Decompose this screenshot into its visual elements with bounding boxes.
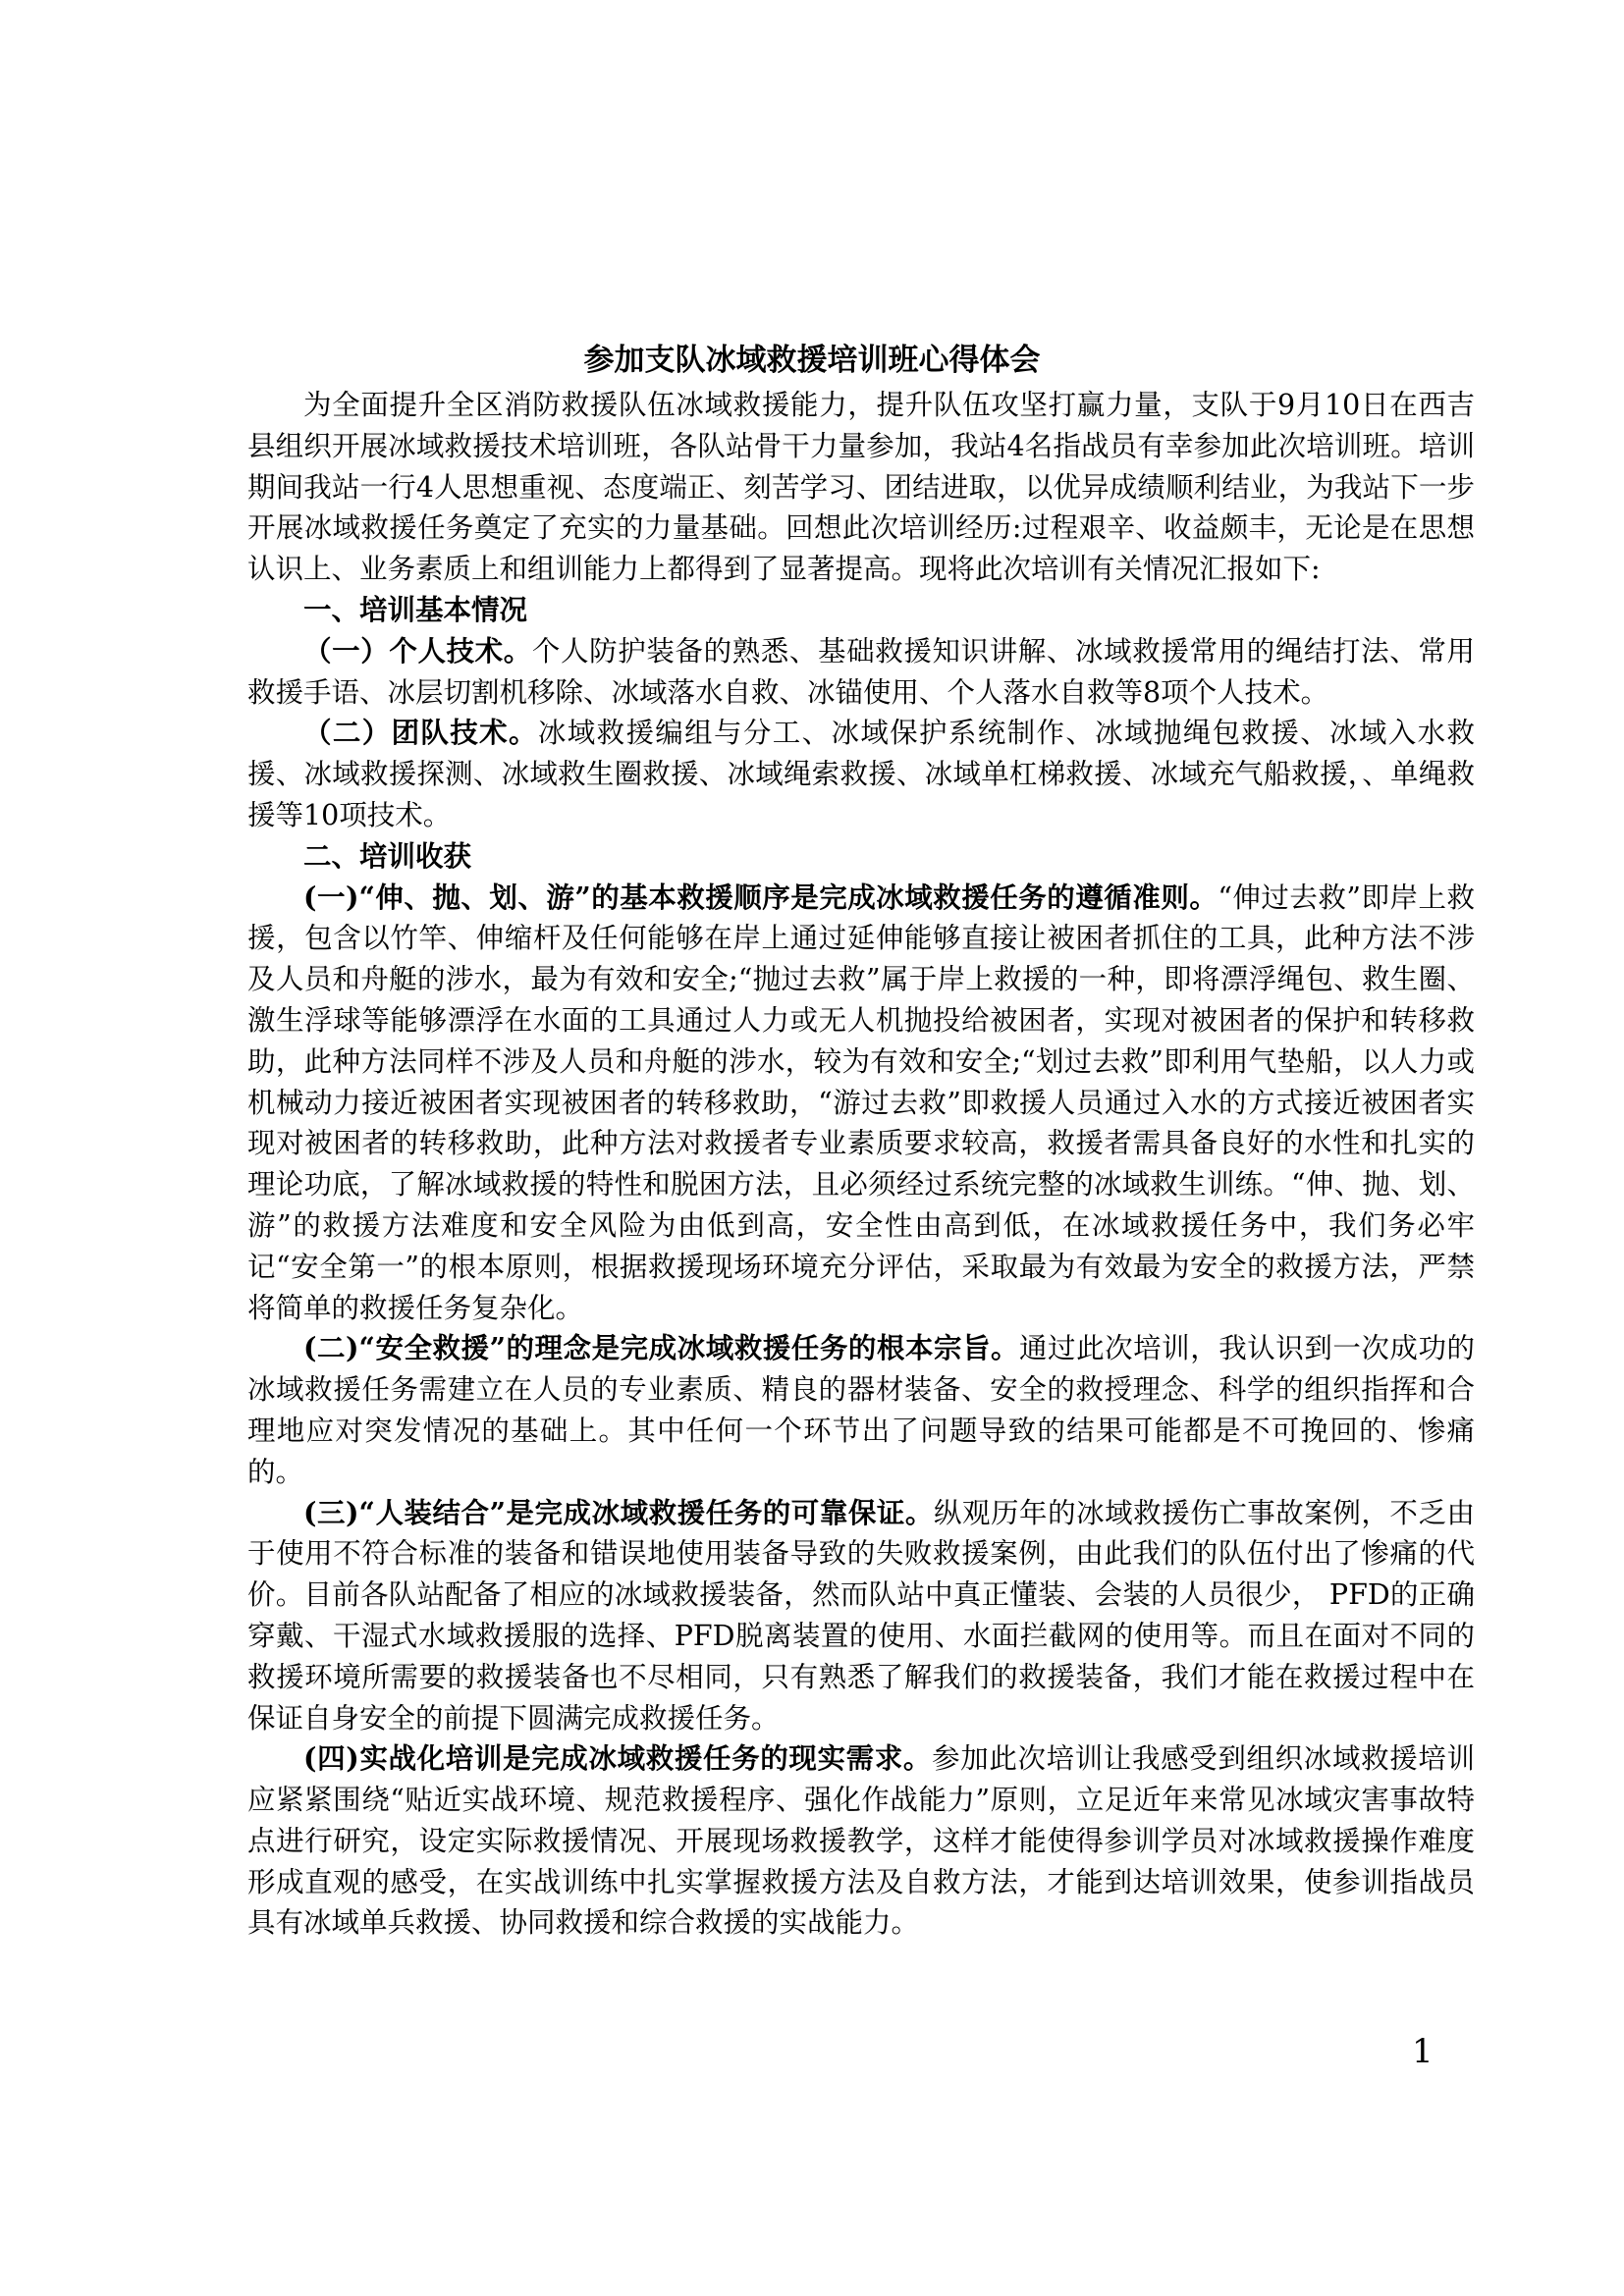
- paragraph-text: 参加此次培训让我感受到组织冰域救援培训应紧紧围绕“贴近实战环境、规范救援程序、强化作战能力”原则，立足近年来常见冰域灾害事故特点进行研究，设定实际救援情况、开展现场救援教学，这样才能使得参训学员对冰域救援操作难度形成直观的感受，在实战训练中扎实掌握救援方法及自救方法，才能到达培训效果，使参训指战员具有冰域单兵救援、协同救援和综合救援的实战能力。: [247, 1742, 1475, 1940]
- paragraph-lead: (一)“伸、抛、划、游”的基本救援顺序是完成冰域救援任务的遵循准则。: [303, 880, 1218, 914]
- section-heading-2: [247, 836, 1475, 878]
- paragraph-lead: （二）团队技术。: [303, 716, 538, 750]
- paragraph-text: 为全面提升全区消防救援队伍冰域救援能力，提升队伍攻坚打赢力量，支队于9月10日在西吉县组织开展冰域救援技术培训班，各队站骨干力量参加，我站4名指战员有幸参加此次培训班。培训期间我站一行4人思想重视、态度端正、刻苦学习、团结进取，以优异成绩顺利结业，为我站下一步开展冰域救援任务奠定了充实的力量基础。回想此次培训经历:过程艰辛、收益颇丰，无论是在思想认识上、业务素质上和组训能力上都得到了显著提高。现将此次培训有关情况汇报如下:: [247, 389, 1475, 586]
- paragraph-text: 通过此次培训，我认识到一次成功的冰域救援任务需建立在人员的专业素质、精良的器材装备、安全的救授理念、科学的组织指挥和合理地应对突发情况的基础上。其中任何一个环节出了问题导致的结果可能都是不可挽回的、惨痛的。: [247, 1332, 1475, 1488]
- paragraph-text: “伸过去救”即岸上救援，包含以竹竿、伸缩杆及任何能够在岸上通过延伸能够直接让被困者抓住的工具，此种方法不涉及人员和舟艇的涉水，最为有效和安全;“抛过去救”属于岸上救援的一种，即将漂浮绳包、救生圈、激生浮球等能够漂浮在水面的工具通过人力或无人机抛投给被困者，实现对被困者的保护和转移救助，此种方法同样不涉及人员和舟艇的涉水，较为有效和安全;“划过去救”即利用气垫船，以人力或机械动力接近被困者实现被困者的转移救助，“游过去救”即救援人员通过入水的方式接近被困者实现对被困者的转移救助，此种方法对救援者专业素质要求较高，救援者需具备良好的水性和扎实的理论功底，了解冰域救援的特性和脱困方法，且必须经过系统完整的冰域救生训练。“伸、抛、划、游”的救援方法难度和安全风险为由低到高，安全性由高到低，在冰域救援任务中，我们务必牢记“安全第一”的根本原则，根据救援现场环境充分评估，采取最为有效最为安全的救援方法，严禁将简单的救援任务复杂化。: [247, 881, 1475, 1324]
- paragraph-text: 冰域救援编组与分工、冰域保护系统制作、冰域抛绳包救援、冰域入水救援、冰域救援探测、冰域救生圈救援、冰域绳索救援、冰域单杠梯救援、冰域充气船救援，、单绳救援等10项技术。: [247, 717, 1475, 831]
- paragraph-lead: (三)“人装结合”是完成冰域救援任务的可靠保证。: [303, 1495, 934, 1529]
- page-number: 1: [1412, 2032, 1434, 2071]
- section-heading-1: [247, 590, 1475, 631]
- paragraph-lead: （一）个人技术。: [303, 633, 532, 667]
- paragraph-gain-1: [247, 878, 1475, 1329]
- paragraph-lead: (四)实战化培训是完成冰域救援任务的现实需求。: [303, 1741, 933, 1776]
- paragraph-gain-3: [247, 1493, 1475, 1739]
- paragraph-gain-4: [247, 1738, 1475, 1944]
- document-body: [247, 385, 1475, 1944]
- heading-text: 二、培训收获: [303, 838, 472, 873]
- paragraph-text: 纵观历年的冰域救援伤亡事故案例，不乏由于使用不符合标准的装备和错误地使用装备导致的失败救援案例，由此我们的队伍付出了惨痛的代价。目前各队站配备了相应的冰域救援装备，然而队站中真正懂装、会装的人员很少， PFD的正确穿戴、干湿式水域救援服的选择、PFD脱离装置的使用、水面拦截网的使用等。而且在面对不同的救援环境所需要的救援装备也不尽相同，只有熟悉了解我们的救援装备，我们才能在救援过程中在保证自身安全的前提下圆满完成救援任务。: [247, 1496, 1475, 1735]
- paragraph-team-skills: [247, 713, 1475, 835]
- document-title: 参加支队冰域救援培训班心得体会: [583, 343, 1041, 378]
- paragraph-gain-2: [247, 1328, 1475, 1492]
- heading-text: 一、培训基本情况: [303, 592, 528, 626]
- intro-paragraph: [247, 385, 1475, 590]
- paragraph-lead: (二)“安全救援”的理念是完成冰域救援任务的根本宗旨。: [303, 1331, 1020, 1365]
- paragraph-text: 个人防护装备的熟悉、基础救援知识讲解、冰域救援常用的绳结打法、常用救援手语、冰层切割机移除、冰域落水自救、冰锚使用、个人落水自救等8项个人技术。: [247, 634, 1475, 709]
- paragraph-personal-skills: [247, 631, 1475, 714]
